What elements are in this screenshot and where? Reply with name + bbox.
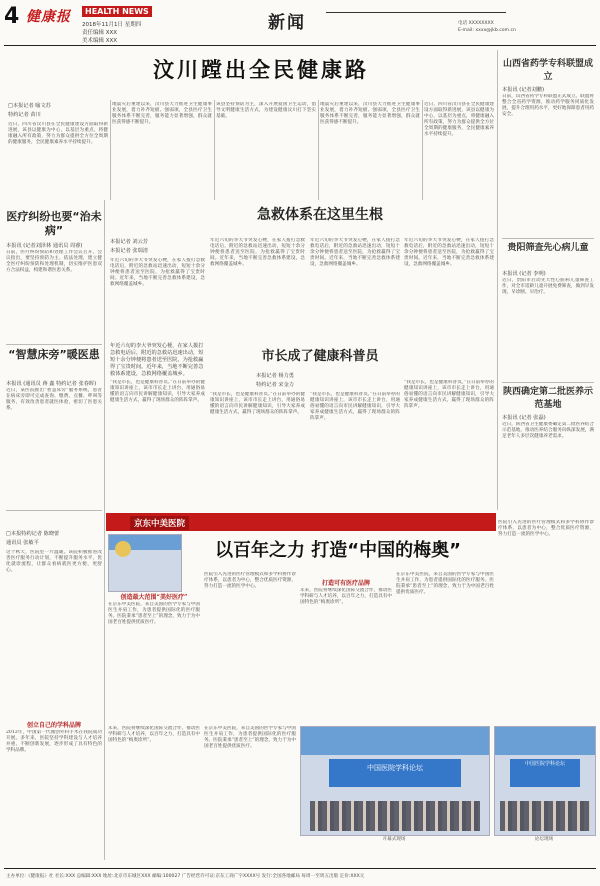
lead-paragraph-4: 地震灾后重建以来，汶川县大力推进卫生健康事业发展，着力补齐短板、强弱项，全县医疗卫生服务体系不断完善，服务能力显著增强，群众就医获得感不断提升。 (320, 102, 420, 126)
photo-banner: 中国医院学科论坛 (329, 759, 461, 787)
feature-body-1: 在京东中美医院，来自美国的医学专家与中国医生并肩工作，为患者提供国际化的医疗服务。医院秉承“患者至上”的理念，致力于为中国老百姓提供优质医疗。 (108, 602, 200, 626)
mayor-byline-2: 特约记者 宋金力 (256, 382, 294, 388)
mayor-body-1: “我是市长，也是健康科普员。”在日前举办的健康知识讲座上，该市市长走上讲台，用通俗易懂的语言向市民讲解健康知识，引导大家养成健康生活方式，赢得了现场群众的阵阵掌声。 (110, 380, 205, 404)
photo-backdrop (495, 727, 595, 755)
emergency-headline: 急救体系在这里生根 (257, 207, 383, 223)
mayor-body-2: “我是市长，也是健康科普员。”在日前举办的健康知识讲座上，该市市长走上讲台，用通俗易懂的语言向市民讲解健康知识，引导大家养成健康生活方式，赢得了现场群众的阵阵掌声。 (210, 392, 305, 416)
bedside-body: 近日，某医院推出“智慧床旁”服务系统，患者在病床旁即可完成查询、缴费、点餐、呼叫等服务，有效改善患者就医体验，密切了医患关系。 (6, 388, 102, 412)
footer-text: 主办单位:《健康报》社 社长:XXX 总编辑:XXX 地址:北京市东城区XXX 邮编:100027 广告经营许可证:京东工商广字XXXX号 发行:全国各地邮局 每周一至周五出版 定价:XXX元 (6, 874, 365, 879)
divider (6, 510, 102, 511)
dispute-headline: 医疗纠纷也要“治未病” (6, 210, 102, 237)
dispute-byline: 本报讯 (记者刘泽林 通讯员 周睿) (6, 243, 83, 249)
feature-photo-2 (494, 726, 596, 836)
hospital-logo-icon (115, 541, 131, 557)
lower-byline-1: □本报特约记者 陈晓蕾 (6, 531, 60, 537)
bedside-headline: “智慧床旁”暖医患 (8, 348, 100, 361)
issue-date: 2018年11月1日 星期四 (82, 22, 142, 28)
mayor-headline: 市长成了健康科普员 (261, 349, 379, 364)
lead-paragraph-1: 近日，四川省汶川县在全民健康建设方面取得新进展，该县以健康为中心，以基层为重点，将健康融入所有政策，努力为群众提供全方位全周期的健康服务，全民健康素养水平持续提升。 (8, 122, 108, 146)
col-rule (318, 100, 319, 200)
lower-subhead: 创立自己的学科品牌 (26, 722, 81, 729)
shaanxi-byline: 本报讯 (记者 张磊) (502, 415, 546, 421)
lead-headline: 汶川蹚出全民健康路 (153, 58, 369, 82)
left-column-rule (104, 200, 105, 860)
contact-email: E-mail: xxxx@jkb.com.cn (458, 28, 516, 33)
lower-body-1: 这个秋天，医院里一片温暖。该院积极推进改善医疗服务行动计划，不断提升服务水平，优化就诊流程，让群众看病就医更方便、更舒心。 (6, 550, 102, 574)
feature-photo-1 (300, 726, 490, 836)
lead-paragraph-2: 地震灾后重建以来，汶川县大力推进卫生健康事业发展，着力补齐短板、强弱项，全县医疗卫生服务体系不断完善，服务能力显著增强，群众就医获得感不断提升。 (112, 102, 212, 126)
emergency-byline-1: 本报记者 刘云芳 (110, 239, 148, 245)
bedside-byline: 本报讯 (通讯员 蒋 鑫 特约记者 张春晖) (6, 381, 97, 387)
photo-backdrop (301, 727, 489, 755)
guiyang-headline: 贵阳筛查先心病儿童 (507, 243, 589, 253)
emergency-body-2: 年近六旬的李大爷突发心梗，在家人拨打急救电话后，附近的急救站迅速出动，短短十余分钟便将患者送至医院，为抢救赢得了宝贵时间。近年来，当地不断完善急救体系建设，急救网络覆盖城乡。 (210, 238, 305, 268)
photo-banner: 中国医院学科论坛 (510, 759, 580, 787)
emergency-body-3: 年近六旬的李大爷突发心梗，在家人拨打急救电话后，附近的急救站迅速出动，短短十余分钟便将患者送至医院，为抢救赢得了宝贵时间。近年来，当地不断完善急救体系建设，急救网络覆盖城乡。 (310, 238, 400, 268)
feature-body-5: 医院引入先进的医疗管理模式和多学科协作诊疗体系，以患者为中心，整合优质医疗资源，努力打造一流的医学中心。 (498, 520, 594, 538)
feature-body-2: 医院引入先进的医疗管理模式和多学科协作诊疗体系，以患者为中心，整合优质医疗资源，努力打造一流的医学中心。 (204, 572, 296, 590)
feature-body-4: 在京东中美医院，来自美国的医学专家与中国医生并肩工作，为患者提供国际化的医疗服务。医院秉承“患者至上”的理念，致力于为中国老百姓提供优质医疗。 (396, 572, 494, 596)
divider (502, 382, 594, 383)
feature-subhead-2: 打造可有医疗品牌 (321, 580, 370, 587)
shanxi-headline: 山西省药学专科联盟成立 (502, 59, 593, 82)
shaanxi-body: 近日，陕西省卫生健康委确定第二批医养结合示范基地，推动医养结合服务向纵深发展，满足老年人多层次健康养老需求。 (502, 422, 594, 440)
lower-byline-2: 通讯员 张敏平 (6, 540, 39, 546)
col-rule (214, 100, 215, 200)
emergency-body-1: 年近六旬的李大爷突发心梗，在家人拨打急救电话后，附近的急救站迅速出动，短短十余分钟便将患者送至医院，为抢救赢得了宝贵时间。近年来，当地不断完善急救体系建设，急救网络覆盖城乡。 (110, 258, 205, 288)
feature-body-6: 未来，医院将继续深化国际交流合作，推动医学科研与人才培养，以百年之力，打造具有中国特色的“梅奥诊所”。 (108, 726, 200, 744)
mayor-body-3: “我是市长，也是健康科普员。”在日前举办的健康知识讲座上，该市市长走上讲台，用通俗易懂的语言向市民讲解健康知识，引导大家养成健康生活方式，赢得了现场群众的阵阵掌声。 (310, 392, 400, 422)
photo-people (500, 801, 590, 831)
feature-body-7: 在京东中美医院，来自美国的医学专家与中国医生并肩工作，为患者提供国际化的医疗服务。医院秉承“患者至上”的理念，致力于为中国老百姓提供优质医疗。 (204, 726, 296, 750)
feature-subhead-1: 创造最大范围“美好医疗” (120, 594, 188, 601)
feature-label: 京东中美医院 (130, 516, 189, 530)
newspaper-logo: 健康报 (26, 9, 71, 25)
lead-paragraph-3: 该县坚持预防为主，深入开展爱国卫生运动，倡导文明健康生活方式，为建设健康汶川打下坚实基础。 (216, 102, 316, 120)
photo-people (310, 801, 479, 831)
shanxi-byline: 本报讯 (记者刘鹏) (502, 87, 545, 93)
divider (6, 344, 102, 345)
emergency-body-4: 年近六旬的李大爷突发心梗，在家人拨打急救电话后，附近的急救站迅速出动，短短十余分钟便将患者送至医院，为抢救赢得了宝贵时间。近年来，当地不断完善急救体系建设，急救网络覆盖城乡。 (404, 238, 494, 268)
section-title: 新闻 (268, 13, 306, 33)
guiyang-byline: 本报讯 (记者 李明) (502, 271, 546, 277)
divider (502, 238, 594, 239)
dispute-body: 日前，医疗纠纷预防和处理工作会议召开。会议指出，要坚持预防为主、依法处理，建立健全医疗纠纷预防和处理机制，切实维护医患双方合法权益，构建和谐医患关系。 (6, 250, 102, 274)
shanxi-body: 日前，山西省药学专科联盟正式成立。联盟将整合全省药学资源，推动药学服务同质化发展，提升合理用药水平，更好地保障患者用药安全。 (502, 94, 594, 118)
guiyang-body: 近日，贵阳市启动先天性心脏病儿童筛查工作，对全市适龄儿童开展免费筛查，做到早发现、早诊断、早治疗。 (502, 278, 594, 296)
col-rule (110, 100, 111, 200)
right-column-rule (497, 50, 498, 510)
section-rule (326, 12, 506, 13)
health-news-badge: HEALTH NEWS (82, 6, 152, 17)
col-rule (422, 100, 423, 200)
editor-credit: 责任编辑 XXX (82, 30, 118, 36)
header-divider (4, 45, 596, 46)
contact-phone: 电话 XXXXXXXX (458, 21, 494, 26)
designer-credit: 美术编辑 XXX (82, 38, 118, 44)
photo-caption-2: 论坛现场 (534, 837, 554, 842)
feature-headline: 以百年之力 打造“中国的梅奥” (215, 540, 461, 561)
shaanxi-headline: 陕西确定第二批医养示范基地 (502, 387, 593, 410)
feature-body-3: 未来，医院将继续深化国际交流合作，推动医学科研与人才培养，以百年之力，打造具有中国特色的“梅奥诊所”。 (300, 588, 392, 606)
feature-logo-image (108, 534, 182, 592)
footer-divider (4, 868, 596, 869)
emergency-byline-2: 本报记者 张瑞清 (110, 248, 148, 254)
lead-paragraph-5: 近日，四川省汶川县在全民健康建设方面取得新进展，该县以健康为中心，以基层为重点，将健康融入所有政策，努力为群众提供全方位全周期的健康服务，全民健康素养水平持续提升。 (424, 102, 494, 138)
lower-body-2: 2013年，中国第一代微创外科手术在我院成功开展。多年来，医院坚持学科建设与人才培养并重，不断创新发展，逐步形成了具有特色的学科品牌。 (6, 730, 102, 754)
lead-byline-2: 特约记者 苗川 (8, 112, 41, 118)
mayor-body-4: “我是市长，也是健康科普员。”在日前举办的健康知识讲座上，该市市长走上讲台，用通俗易懂的语言向市民讲解健康知识，引导大家养成健康生活方式，赢得了现场群众的阵阵掌声。 (404, 380, 494, 410)
lead-byline-1: □本报记者 喻文苏 (8, 103, 51, 109)
masthead (0, 0, 600, 46)
page-number: 4 (4, 4, 20, 29)
photo-caption-1: 开幕式现场 (382, 837, 406, 842)
mayor-byline-1: 本报记者 杨力勇 (256, 373, 294, 379)
mayor-intro: 年近六旬的李大爷突发心梗，在家人拨打急救电话后，附近的急救站迅速出动，短短十余分钟便将患者送至医院，为抢救赢得了宝贵时间。近年来，当地不断完善急救体系建设，急救网络覆盖城乡。 (110, 343, 204, 377)
